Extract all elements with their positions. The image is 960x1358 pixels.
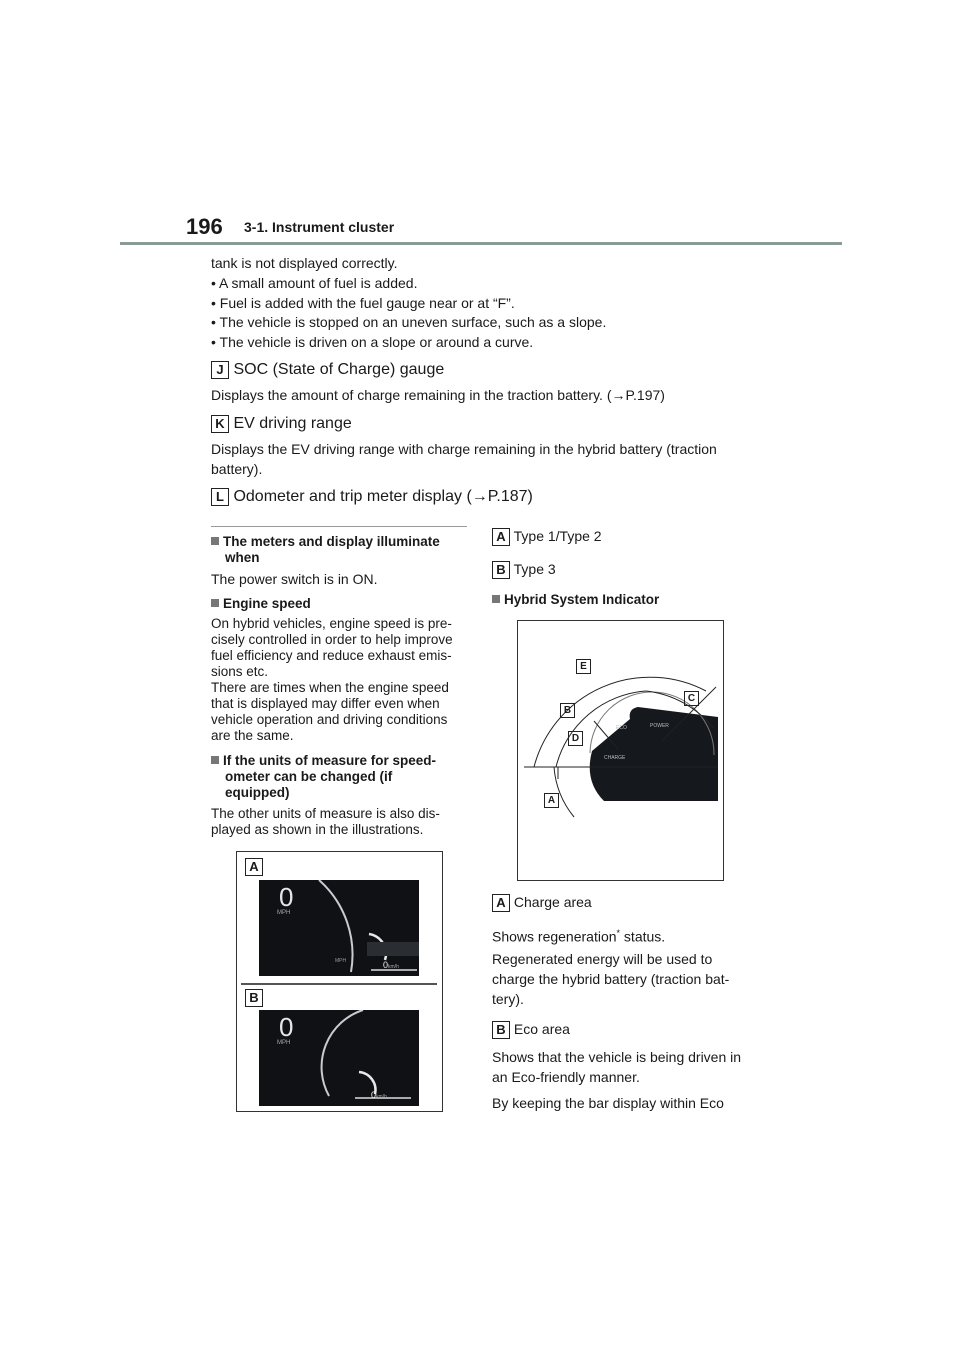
type-a-caption: A Type 1/Type 2: [492, 526, 602, 546]
letter-a-box: A: [492, 894, 510, 912]
square-bullet-icon: [211, 756, 219, 764]
callout-a: A: [544, 793, 559, 808]
small-speed-readout: 0km/h: [371, 1090, 387, 1100]
intro-bullet: • Fuel is added with the fuel gauge near or at “F”.: [211, 295, 515, 311]
item-k-heading: [211, 414, 352, 434]
body-text: By keeping the bar display within Eco: [492, 1095, 724, 1111]
body-text: played as shown in the illustrations.: [211, 822, 424, 837]
type-b-caption: B Type 3: [492, 559, 556, 579]
charge-area-desc: Shows regeneration* status.: [492, 928, 666, 945]
body-text: The other units of measure is also dis-: [211, 806, 440, 821]
item-l-title: Odometer and trip meter display (→P.187): [233, 488, 533, 505]
item-j-desc: Displays the amount of charge remaining in the traction battery. (→P.197): [211, 387, 665, 403]
body-text: The power switch is in ON.: [211, 571, 378, 587]
gauge-label-eco: ECO: [616, 725, 627, 731]
body-text: that is displayed may differ even when: [211, 696, 440, 711]
subheading: Engine speed: [211, 596, 311, 612]
body-text: cisely controlled in order to help improve: [211, 632, 453, 647]
subheading: Hybrid System Indicator: [492, 592, 659, 608]
item-j-title: SOC (State of Charge) gauge: [233, 361, 445, 378]
item-k-title: EV driving range: [233, 415, 352, 432]
hybrid-system-indicator-figure: [517, 620, 724, 881]
letter-k-box: K: [211, 415, 229, 433]
header-rule: [120, 242, 842, 245]
page-number: 196: [186, 214, 223, 239]
body-text: an Eco-friendly manner.: [492, 1069, 640, 1085]
body-text: There are times when the engine speed: [211, 680, 449, 695]
body-text: are the same.: [211, 728, 294, 743]
letter-b-box: B: [492, 1021, 510, 1039]
letter-j-box: J: [211, 361, 229, 379]
item-k-desc: Displays the EV driving range with charge remaining in the hybrid battery (traction: [211, 441, 717, 457]
meter-screen-a: [259, 880, 419, 976]
speed-readout: 0: [279, 1012, 294, 1042]
item-l-heading: [211, 487, 533, 507]
body-text: vehicle operation and driving conditions: [211, 712, 448, 727]
body-text: Regenerated energy will be used to: [492, 951, 713, 967]
speed-unit: MPH: [277, 910, 291, 916]
letter-b-box: B: [492, 561, 510, 579]
figure-label-b: B: [245, 989, 263, 1007]
subheading-cont: equipped): [225, 785, 290, 800]
figure-divider: [241, 983, 437, 985]
column-divider: [211, 526, 467, 527]
body-text: fuel efficiency and reduce exhaust emis-: [211, 648, 452, 663]
body-text: Shows that the vehicle is being driven in: [492, 1049, 742, 1065]
section-title: 3-1. Instrument cluster: [244, 219, 395, 235]
item-k-desc: battery).: [211, 461, 263, 477]
gauge-label-power: POWER: [650, 723, 669, 729]
speedometer-units-figure: [236, 851, 443, 1112]
subheading-cont: when: [225, 550, 260, 565]
callout-d: D: [568, 731, 583, 746]
speed-readout: 0: [279, 882, 294, 912]
intro-continuation: tank is not displayed correctly.: [211, 255, 398, 271]
letter-a-box: A: [492, 528, 510, 546]
subheading-cont: ometer can be changed (if: [225, 769, 393, 784]
speed-unit: MPH: [277, 1040, 291, 1046]
intro-bullet: • The vehicle is stopped on an uneven surface, such as a slope.: [211, 314, 607, 330]
callout-e: E: [576, 659, 591, 674]
meter-screen-b: [259, 1010, 419, 1106]
figure-label-a: A: [245, 858, 263, 876]
item-j-heading: [211, 360, 444, 380]
charge-area-heading: A Charge area: [492, 892, 592, 912]
subheading: The meters and display illuminate: [211, 534, 440, 550]
gauge-label-charge: CHARGE: [604, 755, 626, 761]
square-bullet-icon: [492, 595, 500, 603]
arc-unit: MPH: [335, 958, 347, 964]
intro-bullet: • A small amount of fuel is added.: [211, 275, 418, 291]
eco-area-heading: B Eco area: [492, 1019, 570, 1039]
square-bullet-icon: [211, 537, 219, 545]
square-bullet-icon: [211, 599, 219, 607]
callout-b: B: [560, 703, 575, 718]
small-speed-readout: 0km/h: [383, 960, 399, 970]
indicator-diagram: [518, 621, 723, 880]
body-text: charge the hybrid battery (traction bat-: [492, 971, 730, 987]
body-text: tery).: [492, 991, 524, 1007]
body-text: On hybrid vehicles, engine speed is pre-: [211, 616, 452, 631]
body-text: sions etc.: [211, 664, 269, 679]
subheading: If the units of measure for speed-: [211, 753, 436, 769]
callout-c: C: [684, 691, 699, 706]
intro-bullet: • The vehicle is driven on a slope or around a curve.: [211, 334, 534, 350]
letter-l-box: L: [211, 488, 229, 506]
